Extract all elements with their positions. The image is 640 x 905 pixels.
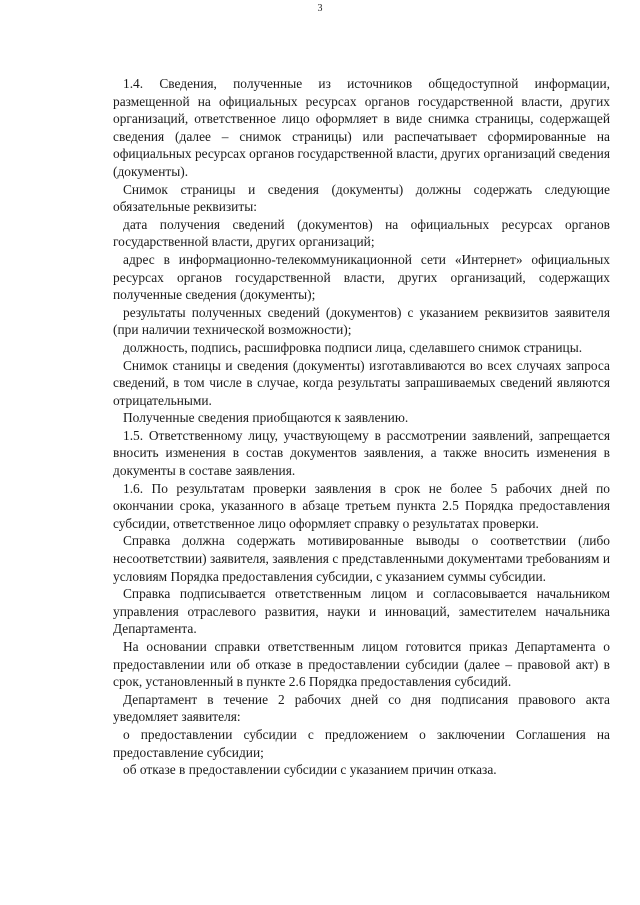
paragraph-1-6: 1.6. По результатам проверки заявления в срок не более 5 рабочих дней по окончании срока, указанного в абзаце третьем пункта 2.5 Порядка предоставления субсидии, ответственное лицо оформляет справку о результатах проверки. (113, 480, 610, 531)
paragraph-1-5: 1.5. Ответственному лицу, участвующему в рассмотрении заявлений, запрещается вносить изменения в состав документов заявления, а также вносить изменения в документы в составе заявления. (113, 427, 610, 479)
paragraph-report-signing: Справка подписывается ответственным лицом и согласовывается начальником управления отраслевого развития, науки и инноваций, заместителем начальника Департамента. (113, 586, 610, 637)
document-body (113, 75, 610, 779)
paragraph-report-content: Справка должна содержать мотивированные выводы о соответствии (либо несоответствии) заявителя, заявления с представленными документами требованиям и условиям Порядка предоставления субсидии, с указанием суммы субсидии. (113, 533, 610, 584)
paragraph-snapshot: Снимок станицы и сведения (документы) изготавливаются во всех случаях запроса сведений, в том числе в случае, когда результаты запрашиваемых сведений являются отрицательными. (113, 357, 610, 408)
list-item-date: дата получения сведений (документов) на официальных ресурсах органов государственной власти, других организаций; (113, 216, 610, 250)
paragraph-notification: Департамент в течение 2 рабочих дней со дня подписания правового акта уведомляет заявителя: (113, 691, 610, 725)
list-item-address: адрес в информационно-телекоммуникационной сети «Интернет» официальных ресурсах органов государственной власти, других организаций, содержащих полученные сведения (документы); (113, 251, 610, 303)
page-number: 3 (317, 3, 323, 14)
paragraph-attached: Полученные сведения приобщаются к заявлению. (123, 410, 409, 426)
list-item-granted: о предоставлении субсидии с предложением о заключении Соглашения на предоставление субсидии; (113, 726, 610, 760)
list-item-signature: должность, подпись, расшифровка подписи лица, сделавшего снимок страницы. (123, 339, 583, 355)
paragraph-order: На основании справки ответственным лицом готовится приказ Департамента о предоставлении или об отказе в предоставлении субсидии (далее – правовой акт) в срок, установленный в пункте 2.6 Порядка предоставления субсидий. (113, 639, 610, 690)
paragraph-1-4: 1.4. Сведения, полученные из источников общедоступной информации, размещенной на официальных ресурсах органов государственной власти, других организаций, ответственное лицо оформляет в виде снимка страницы, содержащей сведения (далее – снимок страницы) или распечатывает сформированные на официальных ресурсах органов государственной власти, других организаций сведения (документы). (113, 76, 610, 179)
paragraph-requisites-intro: Снимок страницы и сведения (документы) должны содержать следующие обязательные реквизиты: (113, 181, 610, 215)
list-item-refused: об отказе в предоставлении субсидии с указанием причин отказа. (123, 762, 497, 778)
list-item-results: результаты полученных сведений (документов) с указанием реквизитов заявителя (при наличии технической возможности); (113, 304, 610, 338)
